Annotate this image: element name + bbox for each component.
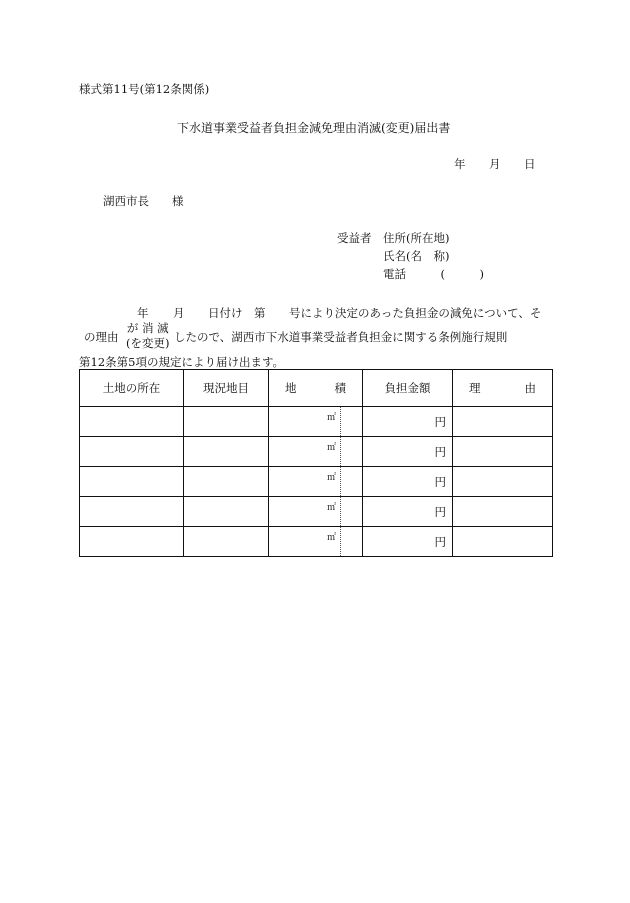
cell-area[interactable] [269,497,341,527]
date-month-label: 月 [489,157,501,171]
form-number-label: 様式第11号(第12条関係) [79,82,210,96]
cell-amount[interactable]: 円 [363,407,453,437]
body-year: 年 [137,306,149,320]
cell-land-category[interactable] [184,467,269,497]
table-row [80,527,553,557]
square-meter-unit: ㎡ [326,413,336,423]
body-line1-rest: 号により決定のあった負担金の減免について、そ [289,306,542,320]
cell-reason[interactable] [453,437,553,467]
cell-area[interactable] [269,407,341,437]
body-reason-of: の理由 [84,330,119,344]
cell-reason[interactable] [453,407,553,437]
square-meter-unit: ㎡ [326,443,336,453]
cell-location[interactable] [80,407,184,437]
cell-amount[interactable]: 円 [363,497,453,527]
cell-land-category[interactable] [184,407,269,437]
document-title: 下水道事業受益者負担金減免理由消滅(変更)届出書 [177,121,451,135]
applicant-address-label: 住所(所在地) [383,231,450,245]
cell-land-category[interactable] [184,527,269,557]
cell-area-fraction[interactable] [341,527,363,557]
body-line3: 第12条第5項の規定により届け出ます。 [79,355,285,369]
header-land-category: 現況地目 [184,370,269,407]
land-table [79,369,553,557]
body-choice-stack [126,321,169,351]
cell-area[interactable] [269,467,341,497]
cell-location[interactable] [80,467,184,497]
body-month: 月 [173,306,185,320]
cell-location[interactable] [80,437,184,467]
applicant-label: 受益者 [337,231,372,245]
cell-amount[interactable]: 円 [363,437,453,467]
body-dated: 日付け 第 [208,306,266,320]
cell-location[interactable] [80,527,184,557]
table-row [80,407,553,437]
table-header-row [80,370,553,407]
date-day-label: 日 [524,157,536,171]
cell-reason[interactable] [453,497,553,527]
table-row [80,497,553,527]
cell-reason[interactable] [453,467,553,497]
square-meter-unit: ㎡ [326,473,336,483]
applicant-phone-label: 電話 ( ) [383,267,484,281]
cell-land-category[interactable] [184,497,269,527]
header-reason: 理 由 [453,370,553,407]
cell-area-fraction[interactable] [341,407,363,437]
cell-location[interactable] [80,497,184,527]
applicant-name-label: 氏名(名 称) [383,249,450,263]
body-wo-henkou: (を変更) [126,336,170,350]
addressee-name: 湖西市長 [103,194,149,208]
square-meter-unit: ㎡ [326,533,336,543]
cell-area[interactable] [269,527,341,557]
square-meter-unit: ㎡ [326,503,336,513]
cell-land-category[interactable] [184,437,269,467]
header-location: 土地の所在 [80,370,184,407]
cell-amount[interactable]: 円 [363,467,453,497]
cell-area-fraction[interactable] [341,437,363,467]
cell-amount[interactable]: 円 [363,527,453,557]
body-line2-rest: したので、湖西市下水道事業受益者負担金に関する条例施行規則 [174,330,508,344]
header-area: 地 積 [269,370,363,407]
cell-area-fraction[interactable] [341,497,363,527]
cell-area[interactable] [269,437,341,467]
body-ga-shometsu: が 消 滅 [126,321,169,335]
table-row [80,467,553,497]
addressee-honorific: 様 [172,194,184,208]
date-year-label: 年 [454,157,466,171]
cell-reason[interactable] [453,527,553,557]
cell-area-fraction[interactable] [341,467,363,497]
table-row [80,437,553,467]
header-amount: 負担金額 [363,370,453,407]
